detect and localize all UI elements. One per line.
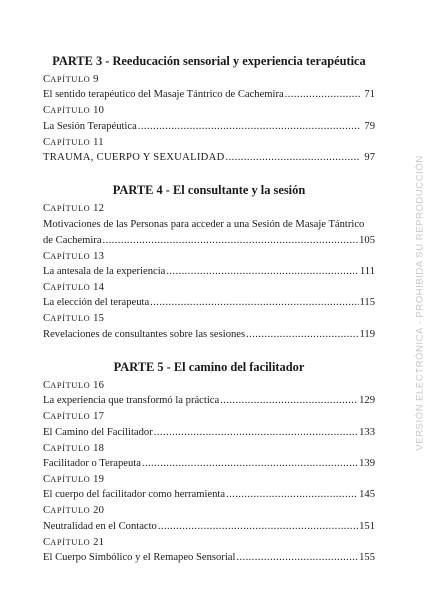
- chapter-label: CAPÍTULO 15: [43, 313, 105, 325]
- chapter-title: TRAUMA, CUERPO Y SEXUALIDAD: [43, 152, 225, 164]
- dot-leader: [166, 264, 359, 280]
- chapter-label: CAPÍTULO 19: [43, 474, 105, 486]
- chapter-number: 10: [93, 105, 105, 117]
- chapter-title: El Cuerpo Simbólico y el Remapeo Sensorial: [43, 552, 236, 564]
- chapter-title: La Sesión Terapéutica: [43, 120, 137, 132]
- chapter-entry: [43, 472, 375, 503]
- toc-entry: [43, 425, 375, 441]
- part-section: [43, 183, 375, 343]
- dot-leader: [103, 233, 359, 249]
- chapter-label: CAPÍTULO 12: [43, 203, 105, 215]
- toc-entry: [43, 487, 375, 503]
- toc-entry: [43, 550, 375, 566]
- toc-entry: [43, 393, 375, 409]
- chapter-entry: [43, 535, 375, 566]
- chapter-label: CAPÍTULO 16: [43, 379, 105, 391]
- chapter-entry: [43, 409, 375, 440]
- chapter-number: 18: [93, 442, 105, 454]
- chapter-label: CAPÍTULO 13: [43, 250, 105, 262]
- chapter-entry: [43, 249, 375, 280]
- chapter-label: CAPÍTULO 21: [43, 536, 105, 548]
- chapter-label: CAPÍTULO 20: [43, 505, 105, 517]
- chapter-entry: [43, 503, 375, 534]
- toc-entry: [43, 295, 375, 311]
- page-number: 151: [359, 520, 375, 532]
- chapter-title-line: Motivaciones de las Personas para acceder a una Sesión de Masaje Tántrico: [43, 218, 365, 230]
- chapter-number: 11: [93, 136, 104, 148]
- dot-leader: [150, 295, 358, 311]
- chapter-number: 9: [93, 74, 99, 85]
- chapter-entry: [43, 311, 375, 342]
- chapter-title: Facilitador o Terapeuta: [43, 458, 141, 470]
- part-title: PARTE 4 - El consultante y la sesión: [112, 183, 306, 198]
- part-section: [43, 54, 375, 166]
- chapter-title: Revelaciones de consultantes sobre las sesiones: [43, 328, 246, 340]
- page-number: 97: [364, 152, 375, 164]
- dot-leader: [142, 456, 358, 472]
- chapter-label: CAPÍTULO 9: [43, 74, 99, 85]
- chapter-title: La antesala de la experiencia: [43, 266, 166, 278]
- chapter-title: El cuerpo del facilitador como herramienta: [43, 489, 226, 501]
- chapter-title: La experiencia que transformó la práctica: [43, 395, 220, 407]
- chapter-number: 21: [93, 536, 105, 548]
- page-number: 79: [364, 120, 375, 132]
- chapter-number: 14: [93, 282, 105, 294]
- table-of-contents: [43, 54, 375, 583]
- chapter-number: 17: [93, 411, 105, 423]
- toc-entry: [43, 87, 375, 103]
- chapter-entry: [43, 72, 375, 103]
- chapter-title: El sentido terapéutico del Masaje Tántrico de Cachemira: [43, 89, 284, 101]
- dot-leader: [236, 550, 358, 566]
- toc-entry: [43, 150, 375, 166]
- dot-leader: [226, 487, 358, 503]
- watermark-text: VERSIÓN ELECTRÓNICA - PROHIBIDA SU REPRODUCCIÓN: [414, 155, 426, 451]
- page-number: 71: [364, 89, 375, 101]
- chapter-entry: [43, 280, 375, 311]
- dot-leader: [154, 425, 358, 441]
- page-number: 155: [359, 552, 375, 564]
- chapter-label: CAPÍTULO 11: [43, 136, 104, 148]
- dot-leader: [158, 519, 358, 535]
- toc-entry: [43, 264, 375, 280]
- part-title: PARTE 5 - El camino del facilitador: [113, 359, 305, 374]
- dot-leader: [246, 327, 358, 343]
- part-section: [43, 360, 375, 566]
- chapter-entry: [43, 378, 375, 409]
- chapter-number: 16: [93, 379, 105, 391]
- chapter-number: 15: [93, 313, 105, 325]
- dot-leader: [285, 87, 360, 103]
- dot-leader: [220, 393, 358, 409]
- part-title: PARTE 3 - Reeducación sensorial y experiencia terapéutica: [52, 54, 366, 68]
- chapter-label: CAPÍTULO 17: [43, 411, 105, 423]
- dot-leader: [226, 150, 360, 166]
- chapter-number: 13: [93, 250, 105, 262]
- dot-leader: [138, 119, 360, 135]
- chapter-label: CAPÍTULO 18: [43, 442, 105, 454]
- toc-entry: [43, 519, 375, 535]
- page-number: 119: [359, 328, 375, 340]
- chapter-entry: [43, 441, 375, 472]
- page-number: 129: [359, 395, 375, 407]
- toc-entry: [43, 456, 375, 472]
- chapter-number: 19: [93, 474, 105, 486]
- toc-entry: [43, 119, 375, 135]
- chapter-title: de Cachemira: [43, 234, 102, 246]
- chapter-entry: [43, 201, 375, 248]
- page-number: 145: [359, 489, 375, 501]
- page-number: 133: [359, 426, 375, 438]
- chapter-label: CAPÍTULO 14: [43, 282, 105, 294]
- toc-entry: [43, 327, 375, 343]
- chapter-title: La elección del terapeuta: [43, 297, 150, 309]
- chapter-number: 20: [93, 505, 105, 517]
- chapter-entry: [43, 135, 375, 166]
- page-number: 139: [359, 458, 375, 470]
- chapter-title: El Camino del Facilitador: [43, 426, 153, 438]
- page-number: 115: [359, 297, 375, 309]
- page-number: 111: [359, 266, 375, 278]
- page-number: 105: [359, 234, 375, 246]
- toc-entry: [43, 217, 375, 249]
- chapter-entry: [43, 103, 375, 134]
- chapter-label: CAPÍTULO 10: [43, 105, 105, 117]
- chapter-number: 12: [93, 203, 105, 215]
- chapter-title: Neutralidad en el Contacto: [43, 520, 157, 532]
